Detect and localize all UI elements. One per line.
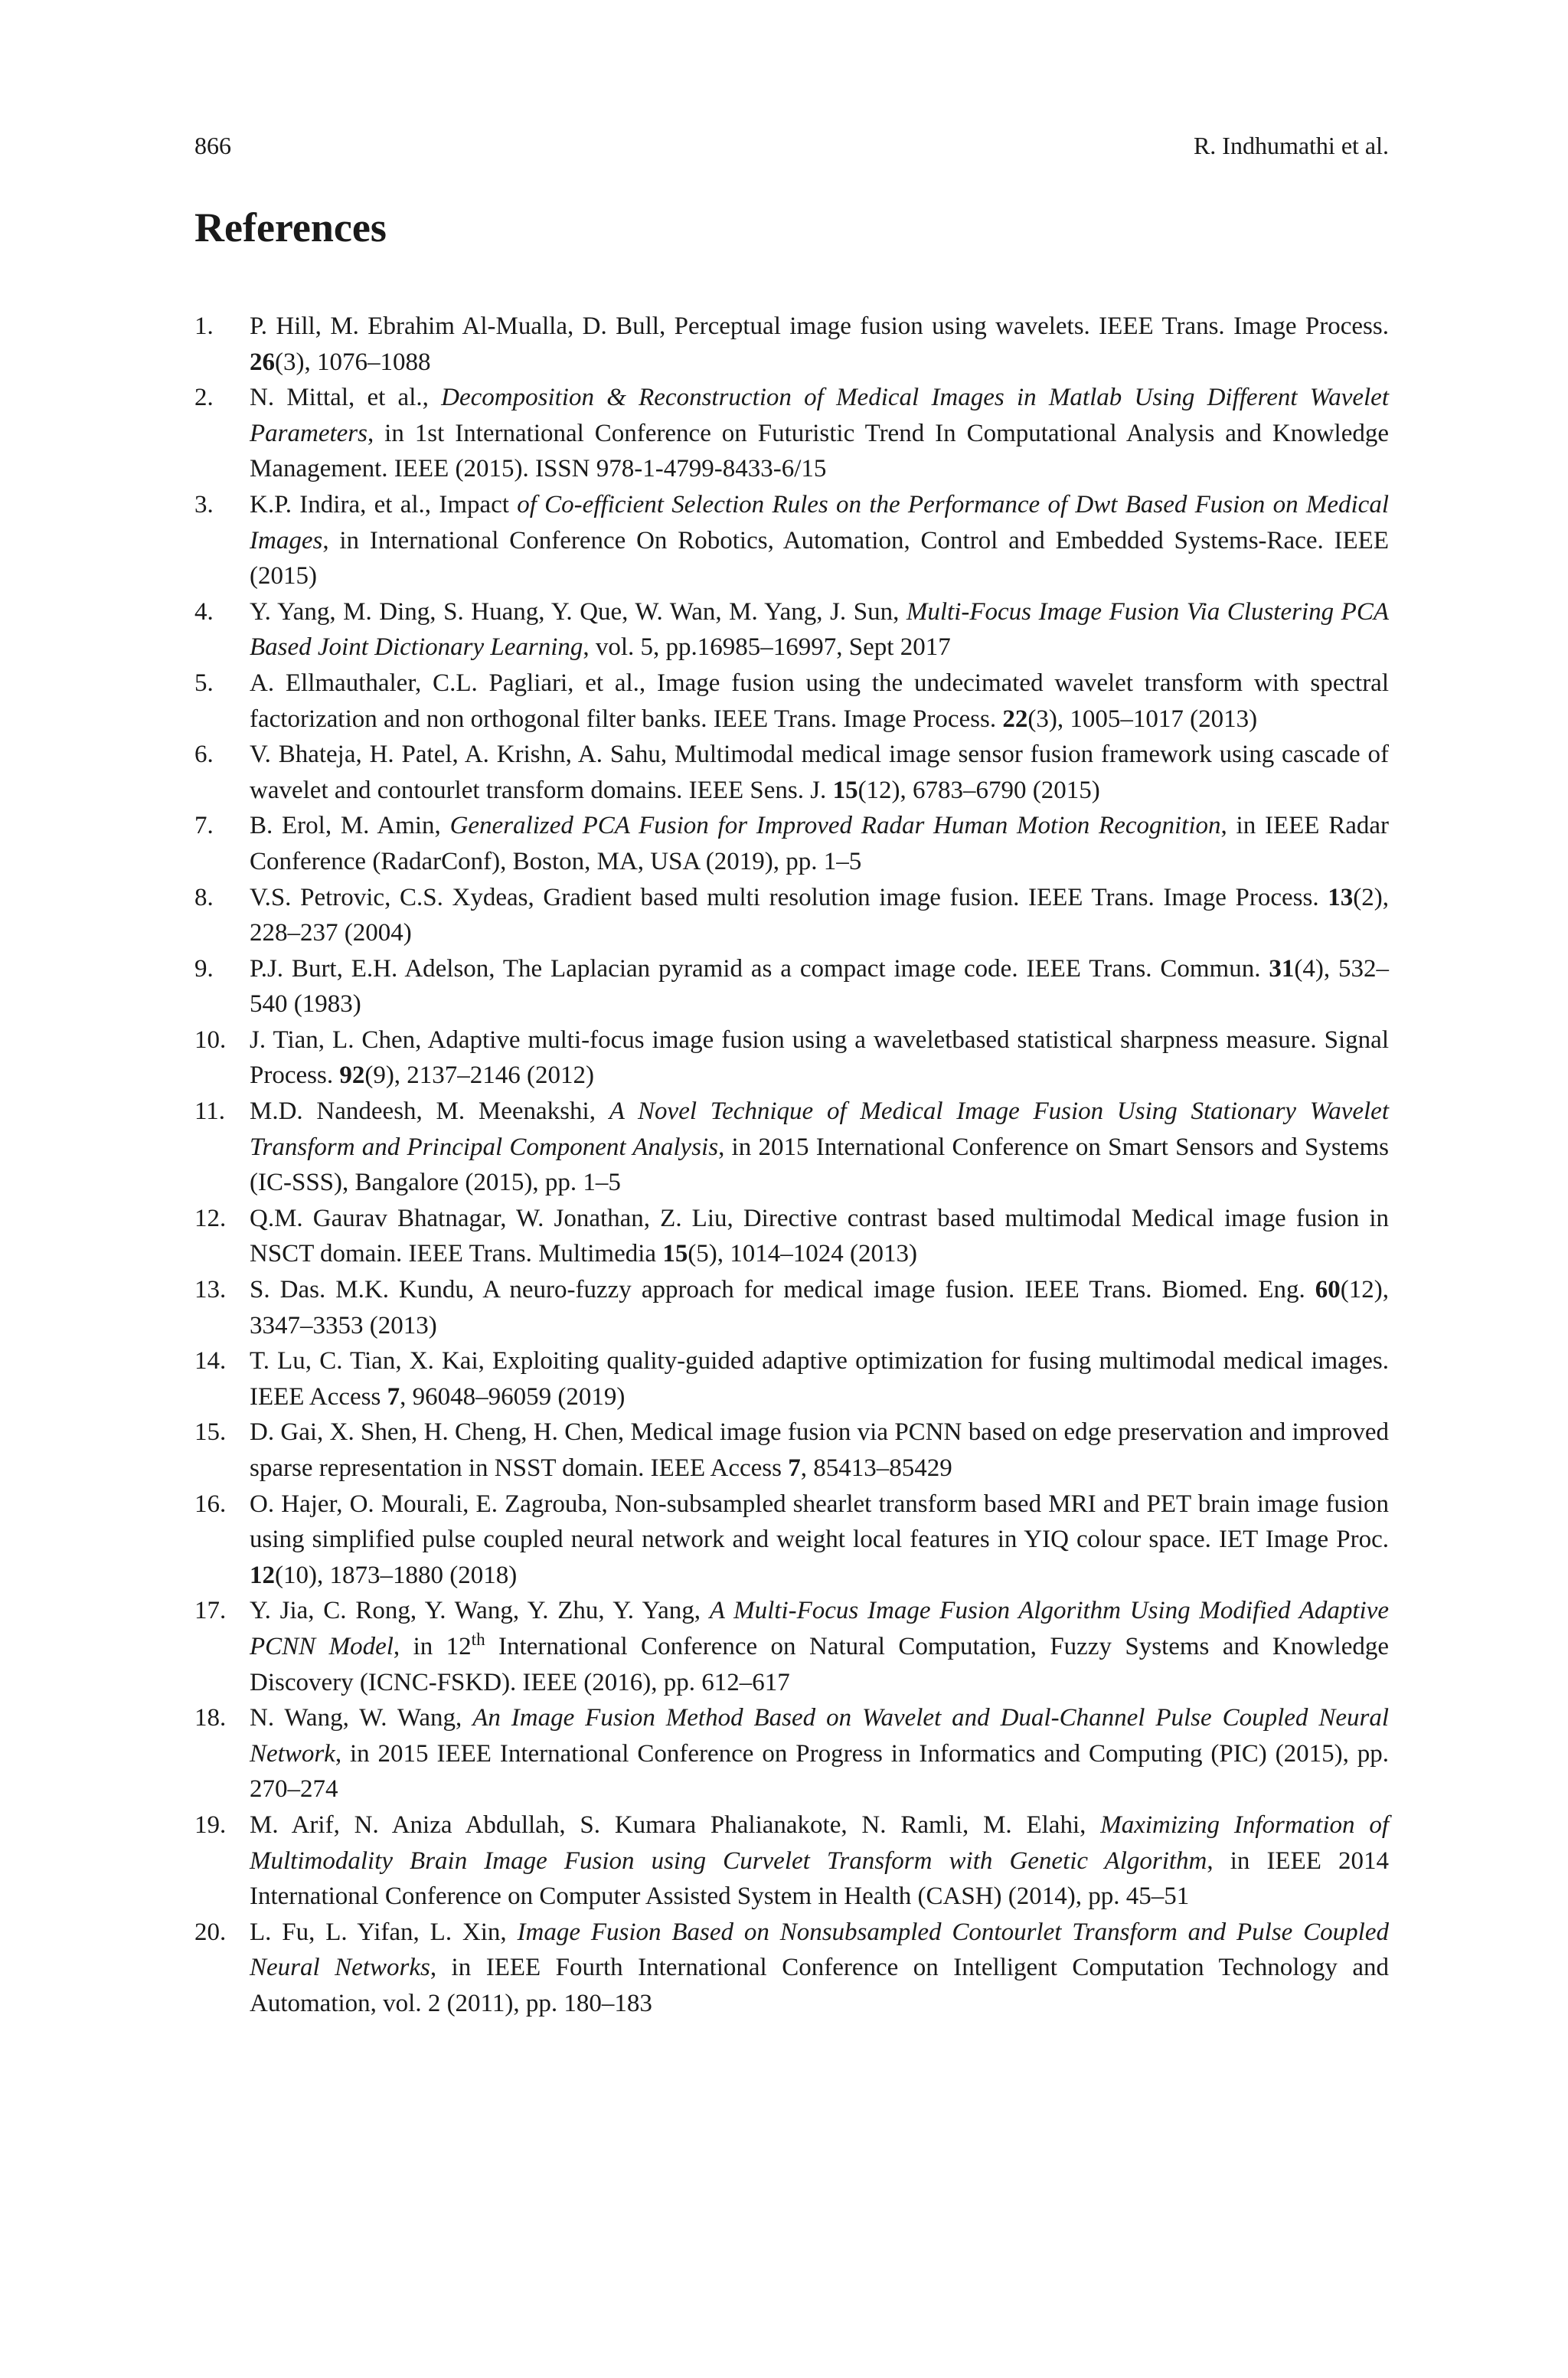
reference-text bbox=[250, 669, 1389, 733]
reference-item bbox=[194, 1094, 1389, 1201]
reference-segment: Y. Jia, C. Rong, Y. Wang, Y. Zhu, Y. Yang, bbox=[250, 1597, 710, 1625]
reference-item bbox=[194, 487, 1389, 594]
reference-text bbox=[250, 812, 1389, 875]
reference-number: 11. bbox=[194, 1097, 226, 1126]
reference-item bbox=[194, 380, 1389, 487]
reference-segment: , in IEEE Radar Conference (RadarConf), Boston, MA, USA (2019), pp. 1–5 bbox=[250, 812, 1389, 875]
reference-volume: 31 bbox=[1269, 954, 1295, 983]
reference-segment: D. Gai, X. Shen, H. Cheng, H. Chen, Medical image fusion via PCNN based on edge preservation and improved sparse representation in NSST domain. IEEE Access bbox=[250, 1418, 1389, 1482]
reference-item bbox=[194, 1272, 1389, 1343]
reference-title: An Image Fusion Method Based on Wavelet and Dual-Channel Pulse Coupled Neural Network bbox=[250, 1704, 1390, 1768]
reference-segment: (3), 1005–1017 (2013) bbox=[1027, 705, 1258, 733]
reference-item bbox=[194, 1343, 1389, 1415]
reference-number: 5. bbox=[194, 669, 214, 697]
reference-text bbox=[250, 1811, 1389, 1910]
reference-text bbox=[250, 1490, 1389, 1589]
reference-segment: Q.M. Gaurav Bhatnagar, W. Jonathan, Z. Liu, Directive contrast based multimodal Medical image fusion in NSCT domain. IEEE Trans. Multimedia bbox=[250, 1204, 1389, 1268]
reference-number: 12. bbox=[194, 1204, 227, 1232]
page-header bbox=[194, 127, 1389, 164]
reference-title: Generalized PCA Fusion for Improved Radar Human Motion Recognition bbox=[449, 812, 1221, 840]
reference-segment: (5), 1014–1024 (2013) bbox=[688, 1240, 918, 1268]
reference-text bbox=[250, 1276, 1389, 1339]
reference-segment: N. Wang, W. Wang, bbox=[250, 1704, 473, 1732]
running-head: R. Indhumathi et al. bbox=[1193, 132, 1389, 159]
reference-item bbox=[194, 1807, 1389, 1915]
reference-segment: , 96048–96059 (2019) bbox=[400, 1382, 626, 1411]
reference-segment: M. Arif, N. Aniza Abdullah, S. Kumara Phalianakote, N. Ramli, M. Elahi, bbox=[250, 1810, 1101, 1839]
reference-volume: 26 bbox=[250, 348, 275, 376]
reference-volume: 7 bbox=[788, 1454, 801, 1482]
reference-text bbox=[250, 312, 1389, 376]
reference-segment: L. Fu, L. Yifan, L. Xin, bbox=[250, 1918, 518, 1946]
page-number: 866 bbox=[194, 132, 231, 159]
reference-segment: , in 2015 International Conference on Smart Sensors and Systems (IC-SSS), Bangalore (2015), pp. 1–5 bbox=[250, 1133, 1389, 1197]
reference-item bbox=[194, 594, 1389, 666]
reference-number: 1. bbox=[194, 312, 214, 340]
section-title: References bbox=[194, 204, 387, 250]
reference-item bbox=[194, 1915, 1389, 2022]
reference-segment: (12), 6783–6790 (2015) bbox=[858, 776, 1100, 804]
reference-segment: (9), 2137–2146 (2012) bbox=[364, 1061, 595, 1090]
reference-title: Maximizing Information of Multimodality Brain Image Fusion using Curvelet Transform with Genetic Algorithm bbox=[250, 1810, 1389, 1875]
reference-item bbox=[194, 309, 1389, 380]
reference-title: Multi-Focus Image Fusion Via Clustering PCA Based Joint Dictionary Learning bbox=[250, 597, 1389, 662]
reference-number: 16. bbox=[194, 1490, 227, 1518]
reference-segment: K.P. Indira, et al., Impact bbox=[250, 490, 518, 518]
reference-item bbox=[194, 808, 1389, 879]
reference-segment: (10), 1873–1880 (2018) bbox=[275, 1561, 518, 1589]
ordinal-suffix: th bbox=[471, 1628, 485, 1649]
reference-segment: S. Das. M.K. Kundu, A neuro-fuzzy approach for medical image fusion. IEEE Trans. Biomed. Eng. bbox=[250, 1276, 1315, 1304]
reference-number: 13. bbox=[194, 1276, 227, 1304]
reference-text bbox=[250, 1347, 1389, 1411]
reference-segment: (4), 532–540 (1983) bbox=[250, 954, 1389, 1019]
reference-number: 3. bbox=[194, 490, 214, 518]
reference-item bbox=[194, 1593, 1389, 1700]
reference-number: 9. bbox=[194, 954, 214, 983]
reference-number: 17. bbox=[194, 1597, 227, 1625]
reference-number: 18. bbox=[194, 1704, 227, 1732]
reference-segment: , in IEEE 2014 International Conference on Computer Assisted System in Health (CASH) (2014), pp. 45–51 bbox=[250, 1846, 1389, 1911]
reference-text bbox=[250, 955, 1389, 1019]
reference-segment: Y. Yang, M. Ding, S. Huang, Y. Que, W. Wan, M. Yang, J. Sun, bbox=[250, 597, 906, 626]
reference-number: 20. bbox=[194, 1918, 227, 1946]
reference-text bbox=[250, 1418, 1389, 1482]
reference-segment: J. Tian, L. Chen, Adaptive multi-focus image fusion using a waveletbased statistical sharpness measure. Signal Process. bbox=[250, 1025, 1389, 1090]
reference-number: 14. bbox=[194, 1347, 227, 1375]
reference-segment: V. Bhateja, H. Patel, A. Krishn, A. Sahu, Multimodal medical image sensor fusion framework using cascade of wavelet and contourlet transform domains. IEEE Sens. J. bbox=[250, 741, 1389, 804]
reference-text bbox=[250, 1026, 1389, 1090]
reference-number: 7. bbox=[194, 812, 214, 840]
reference-volume: 22 bbox=[1002, 705, 1028, 733]
reference-number: 4. bbox=[194, 597, 214, 626]
reference-text bbox=[250, 491, 1389, 590]
reference-text bbox=[250, 598, 1389, 662]
reference-item bbox=[194, 1201, 1389, 1272]
reference-number: 6. bbox=[194, 741, 214, 769]
reference-segment: T. Lu, C. Tian, X. Kai, Exploiting quality-guided adaptive optimization for fusing multimodal medical images. IEEE Access bbox=[250, 1347, 1389, 1411]
reference-segment: International Conference on Natural Computation, Fuzzy Systems and Knowledge Discovery (ICNC-FSKD). IEEE (2016), pp. 612–617 bbox=[250, 1632, 1389, 1696]
reference-item bbox=[194, 1700, 1389, 1807]
reference-volume: 92 bbox=[339, 1061, 365, 1090]
reference-text bbox=[250, 1205, 1389, 1268]
reference-segment: (12), 3347–3353 (2013) bbox=[250, 1276, 1389, 1339]
reference-segment: B. Erol, M. Amin, bbox=[250, 812, 450, 840]
reference-segment: , vol. 5, pp.16985–16997, Sept 2017 bbox=[583, 633, 951, 662]
reference-segment: A. Ellmauthaler, C.L. Pagliari, et al., Image fusion using the undecimated wavelet transform with spectral factorization and non orthogonal filter banks. IEEE Trans. Image Process. bbox=[250, 669, 1389, 733]
reference-list bbox=[194, 309, 1389, 2022]
reference-segment: , in IEEE Fourth International Conference on Intelligent Computation Technology and Automation, vol. 2 (2011), pp. 180–183 bbox=[250, 1954, 1390, 2017]
reference-volume: 15 bbox=[832, 776, 858, 804]
reference-text bbox=[250, 884, 1389, 947]
reference-item bbox=[194, 1022, 1389, 1094]
reference-item bbox=[194, 951, 1389, 1022]
reference-segment: N. Mittal, et al., bbox=[250, 384, 442, 412]
reference-number: 8. bbox=[194, 883, 214, 911]
reference-text bbox=[250, 1097, 1389, 1196]
reference-segment: V.S. Petrovic, C.S. Xydeas, Gradient based multi resolution image fusion. IEEE Trans. Image Process. bbox=[250, 883, 1328, 911]
reference-segment: , in 2015 IEEE International Conference on Progress in Informatics and Computing (PIC) (2015), pp. 270–274 bbox=[250, 1739, 1389, 1804]
reference-segment: , in 1st International Conference on Futuristic Trend In Computational Analysis and Knowledge Management. IEEE (2015). ISSN 978-1-4799-8433-6/15 bbox=[250, 419, 1389, 483]
reference-number: 19. bbox=[194, 1810, 227, 1839]
reference-item bbox=[194, 666, 1389, 737]
reference-title: A Multi-Focus Image Fusion Algorithm Using Modified Adaptive PCNN Model bbox=[250, 1597, 1390, 1660]
reference-number: 15. bbox=[194, 1418, 227, 1447]
reference-segment: P.J. Burt, E.H. Adelson, The Laplacian pyramid as a compact image code. IEEE Trans. Commun. bbox=[250, 954, 1269, 983]
reference-segment: (2), 228–237 (2004) bbox=[250, 883, 1389, 947]
reference-text bbox=[250, 384, 1389, 482]
reference-title: of Co-efficient Selection Rules on the Performance of Dwt Based Fusion on Medical Images bbox=[250, 490, 1389, 554]
reference-segment: M.D. Nandeesh, M. Meenakshi, bbox=[250, 1097, 609, 1126]
reference-volume: 7 bbox=[387, 1382, 400, 1411]
reference-segment: , in 12 bbox=[393, 1632, 472, 1660]
reference-segment: O. Hajer, O. Mourali, E. Zagrouba, Non-subsampled shearlet transform based MRI and PET brain image fusion using simplified pulse coupled neural network and weight local features in YIQ colour space. IET Image Proc. bbox=[250, 1490, 1389, 1554]
reference-title: Decomposition & Reconstruction of Medical Images in Matlab Using Different Wavelet Parameters bbox=[250, 384, 1389, 447]
reference-segment: (3), 1076–1088 bbox=[275, 348, 431, 376]
reference-item bbox=[194, 1487, 1389, 1594]
reference-title: A Novel Technique of Medical Image Fusion Using Stationary Wavelet Transform and Principal Component Analysis bbox=[250, 1097, 1390, 1161]
reference-volume: 15 bbox=[662, 1240, 688, 1268]
reference-number: 2. bbox=[194, 384, 214, 412]
reference-item bbox=[194, 880, 1389, 951]
reference-segment: , in International Conference On Robotics, Automation, Control and Embedded Systems-Race. IEEE (2015) bbox=[250, 526, 1389, 590]
reference-text bbox=[250, 1704, 1389, 1803]
reference-text bbox=[250, 1597, 1389, 1696]
reference-item bbox=[194, 737, 1389, 808]
reference-number: 10. bbox=[194, 1025, 227, 1054]
reference-text bbox=[250, 1918, 1389, 2017]
reference-text bbox=[250, 741, 1389, 804]
reference-title: Image Fusion Based on Nonsubsampled Contourlet Transform and Pulse Coupled Neural Networks bbox=[250, 1918, 1389, 1982]
reference-volume: 12 bbox=[250, 1561, 275, 1589]
reference-volume: 13 bbox=[1328, 883, 1354, 911]
reference-volume: 60 bbox=[1315, 1276, 1341, 1304]
reference-item bbox=[194, 1415, 1389, 1486]
reference-segment: , 85413–85429 bbox=[800, 1454, 952, 1482]
reference-segment: P. Hill, M. Ebrahim Al-Mualla, D. Bull, Perceptual image fusion using wavelets. IEEE Trans. Image Process. bbox=[250, 312, 1389, 340]
